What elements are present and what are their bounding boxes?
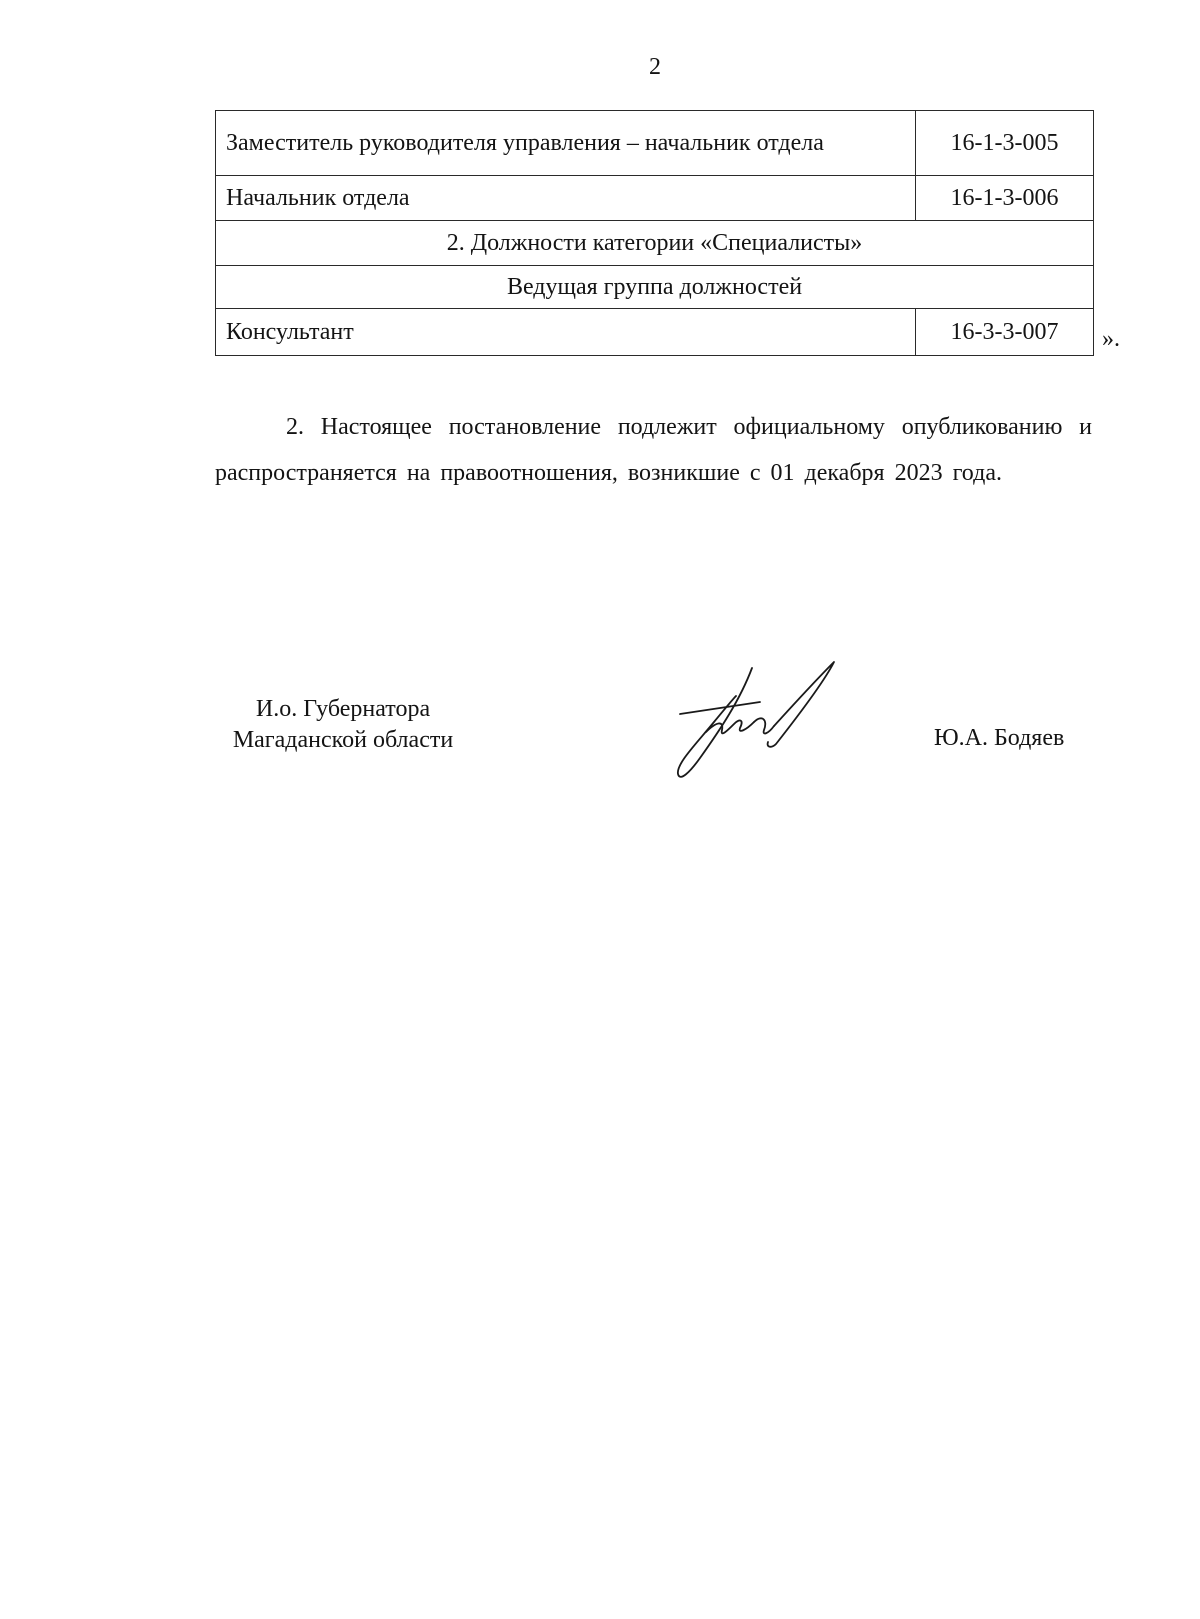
table-section-row [216, 266, 1094, 309]
group-heading-cell: Ведущая группа должностей [216, 266, 1094, 309]
section-heading-cell: 2. Должности категории «Специалисты» [216, 221, 1094, 266]
signatory-title-line: Магаданской области [232, 727, 454, 753]
signatory-name: Ю.А. Бодяев [934, 725, 1065, 751]
position-code-cell: 16-1-3-005 [916, 111, 1094, 176]
table-row [216, 111, 1094, 176]
closing-quote: ». [1102, 326, 1120, 352]
page-number: 2 [649, 54, 661, 80]
position-code-cell: 16-3-3-007 [916, 309, 1094, 356]
handwritten-signature [668, 660, 838, 782]
table-row [216, 176, 1094, 221]
positions-table [215, 110, 1094, 356]
table-row [216, 309, 1094, 356]
position-code-cell: 16-1-3-006 [916, 176, 1094, 221]
position-title-cell: Заместитель руководителя управления – начальник отдела [216, 111, 916, 176]
signatory-title-line: И.о. Губернатора [255, 696, 431, 722]
signatory-title [190, 694, 496, 756]
resolution-paragraph: 2. Настоящее постановление подлежит официальному опубликованию и распространяется на правоотношения, возникшие с 01 декабря 2023 года. [215, 414, 1092, 486]
position-title-cell: Начальник отдела [216, 176, 916, 221]
table-section-row [216, 221, 1094, 266]
position-title-cell: Консультант [216, 309, 916, 356]
